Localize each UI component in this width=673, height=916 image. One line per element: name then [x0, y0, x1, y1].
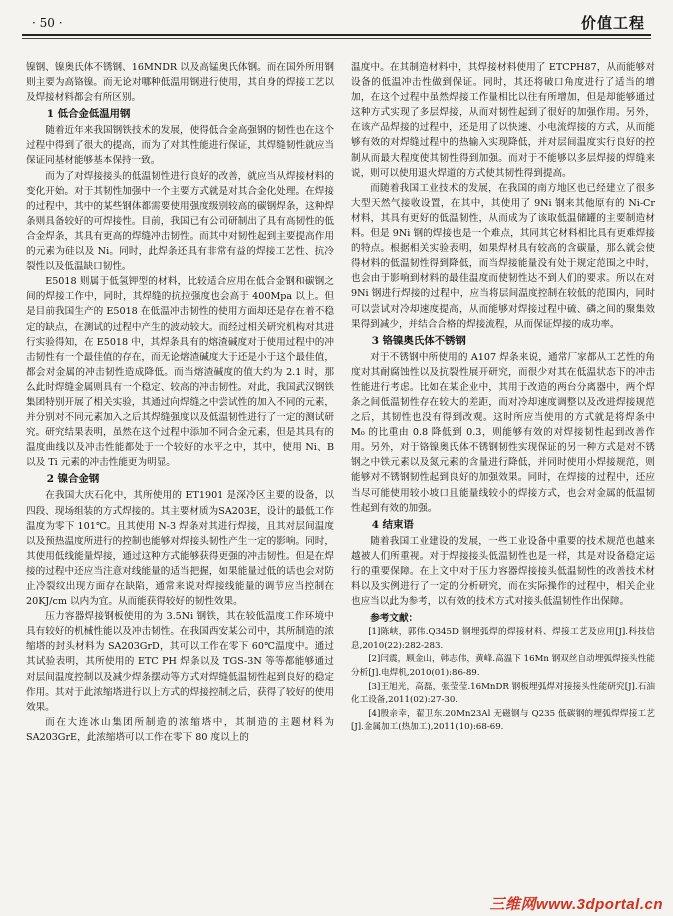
section-heading: 2 镍合金钢	[46, 473, 100, 486]
paragraph: 而在大连冰山集团所制造的浓缩塔中，其制造的主题材料为SA203GrE，此浓缩塔可以工作在零下 80 度以上的	[26, 716, 334, 743]
left-column	[26, 60, 334, 745]
paragraph: 而随着我国工业技术的发展，在我国的南方地区也已经建立了很多大型天然气接收设置，在其中，其使用了 9Ni 钢来其他原有的 Ni-Cr 材料，其具有更好的低温韧性，从而成为了该取低温储罐的主要制造材料。但是 9Ni 钢的焊接也是一个难点，其同其它材料相比具有更难焊接的特点。根据相关实验表明，如果焊材具有较高的含碳量，那么就会使得材料的低温韧性得到降低，而当焊接能量没有处于规定范围之中时，也会由于影响到材料的最佳温度而使韧性达不到人们的要求。所以在对 9Ni 钢进行焊接的过程中，应当将层间温度控制在较低的范围内，同时可以尝试对冷却速度提高，从而能够对焊接过程中硫、磷之间的聚集效果得到减少，并结合合格的焊接流程，从而保证焊接的成功率。	[351, 182, 655, 330]
reference-item: [4]殷亲幸，翟卫东.20Mn23Al 无磁钢与 Q235 低碳钢的埋弧焊焊接工艺[J].金属加工(热加工),2011(10):68-69.	[351, 708, 655, 733]
paragraph: 在我国大庆石化中，其所使用的 ET1901 是深冷区主要的设备，以四段、现场组装的方式焊接的。其主要材质为SA203E，设计的最低工作温度为零下 101℃。且其使用 N-3 焊条对其进行焊接，且其对层间温度以及预热温度所进行的控制也能够对焊接头韧性产生一定的影响。同时，其使用低线能量焊接，通过这种方式能够获得更强的冲击韧性。但是在焊接的过程中还应当注意对线能量的适当把握，如果能量过低的话也会对防止冷裂纹出现方面存在缺陷，通常来说对焊接线能量的调节应当控制在 20KJ/cm 以内为宜。从而能获得较好的韧性效果。	[26, 490, 334, 608]
references-title: 参考文献：	[370, 613, 419, 625]
paragraph: 对于不锈钢中所使用的 A107 焊条来说，通常厂家都从工艺性的角度对其耐腐蚀性以及抗裂性展开研究，而很少对其在低温状态下的冲击性能进行考虑。比如在某企业中，其用于改造的两台分离器中，两个焊条之间低温韧性存在较大的差距，而对冷却速度调整以及改进焊接规范之后，其韧性也没有得到改观。这时所应当使用的方式就是将焊条中 M₀ 的比重由 0.8 降低到 0.3，则能够有效的对焊接韧性起到改善作用。另外，对于铬镍奥氏体不锈钢韧性实现保证的另一种方式是对不锈钢之中铁元素以及氮元素的含量进行降低，并同时使用小焊接规范，则能够对不锈钢韧性起到良好的加强效果。同时，在焊接的过程中，还应当尽可能使用较小坡口且能量线较小的焊接方式，也会对金属的低温韧性起到有效的加强。	[351, 351, 655, 514]
header-rule	[22, 34, 651, 36]
reference-item: [3]王旭光，高磊，张莹莹.16MnDR 钢板埋弧焊对接接头性能研究[J].石油化工设备,2011(02):27-30.	[351, 681, 655, 706]
watermark: 三维网www.3dportal.cn	[489, 896, 663, 913]
paragraph: 压力容器焊接钢板使用的为 3.5Ni 钢铁，其在较低温度工作环境中具有较好的机械性能以及冲击韧性。在我国西安某公司中，其所制造的浓缩塔的封头材料为 SA203GrD，其可以工作在零下 60℃温度中。通过其试验表明，其所使用的 ETC PH 焊条以及 TGS-3N 等等都能够通过对层间温度控制以及减少焊条摆动等方式对焊缝低温韧性起到良好的稳定作用。其对于此浓缩塔进行以上方式的焊接控制之后，获得了较好的使用效果。	[26, 611, 334, 713]
references-list	[351, 626, 655, 735]
paragraph: 而为了对焊接接头的低温韧性进行良好的改善，就应当从焊接材料的变化开始。对于其韧性加强中一个主要方式就是对其合金化处理。在焊接的过程中，其中的某些钢体都需要使用强度级别较高的碳钢焊条，这种焊条则具备较好的可焊接性。目前，我国已有公司研制出了具有高韧性的低合金焊条，其具有更高的焊缝冲击韧性。而其中对韧性起到主要提高作用的元素为硅以及 Ni。同时，此焊条还具有非常有益的焊接工艺性、抗冷裂性以及低温缺口韧性。	[26, 170, 334, 273]
section-heading: 3 铬镍奥氏体不锈钢	[371, 334, 466, 347]
right-column	[351, 60, 655, 735]
journal-name: 价值工程	[580, 14, 645, 32]
header-rule-thin	[22, 38, 651, 39]
page-number: · 50 ·	[32, 16, 63, 30]
paragraph: E5018 则属于低氢钾型的材料，比较适合应用在低合金钢和碳钢之间的焊接工作中，同时，其焊缝的抗拉强度也会高于 400Mpa 以上。但是目前我国生产的 E5018 在低温冲击韧性的使用方面却还是存在着不稳定的缺点，在测试的过程中产生的波动较大。而经过相关研究机构对其进行实验得知，在 E5018 中，其焊条具有的熔渣碱度对于使用过程中的冲击韧性有一个最佳值的存在，而无论熔渣碱度大于还是小于这个最佳值，都会对金属的冲击韧性造成降低。而当熔渣碱度的值大约为 2.1 时，那么此时焊缝金属则具有一个稳定、较高的冲击韧性。对此，我国武汉钢铁集团特别开展了相关实验，其通过向焊缝之中尝试性的加入不同的元素，并分别对不同元素加入之后其焊缝强度以及低温韧性进行了一定的测试研究。研究结果表明，虽然在这个过程中添加不同合金元素，但是其具有的温度曲线以及冲击性能都处于一个较好的水平之中，其中，使用 Ni、B 以及 Ti 元素的冲击性能更为明显。	[26, 276, 334, 469]
paragraph: 随着我国工业建设的发展，一些工业设备中重要的技术规范也越来越被人们所重视。对于焊接接头低温韧性也是一样，其是对设备稳定运行的重要保障。在上文中对于压力容器焊接接头低温韧性的改善技术材料以及实例进行了一定的分析研究，而在实际操作的过程中，相关企业也应当以此为参考，以有效的技术方式对接头低温韧性作出保障。	[351, 535, 655, 608]
reference-item: [2]闫震，顾金山，韩志伟，黄峰.高温下 16Mn 钢双丝自动埋弧焊接头性能分析[J].电焊机,2010(01):86-89.	[351, 654, 655, 679]
paragraph: 温度中。在其制造材料中，其焊接材料使用了 ETCPH87，从而能够对设备的低温冲击性做到保证。同时，其还将破口角度进行了适当的增加，在这个过程中虽然焊接工作量相比以往有所增加，但是却能够通过这种方式实现了多层焊接，从而对韧性起到了很好的加强作用。另外，在该产品焊接的过程中，还是用了以快速、小电流焊接的方式，从而能够有效的对焊缝过程中的热输入实现降低，并对层间温度实行良好的控制从而最大程度使其韧性得到加强。而对于不能够以多层焊接的焊缝来说，则可以使用退火焊道的方式使其韧性得到提高。	[351, 62, 655, 179]
section-heading: 4 结束语	[371, 518, 414, 531]
right-column-body	[351, 60, 655, 609]
section-heading: 1 低合金低温用钢	[46, 108, 131, 121]
paragraph: 镍钢、镍奥氏体不锈钢、16MNDR 以及高锰奥氏体钢。而在国外所用钢则主要为高铬镍。而无论对哪种低温用钢进行使用，其自身的焊接工艺以及焊接材料都会有所区别。	[26, 62, 334, 104]
paragraph: 随着近年来我国钢铁技术的发展，使得低合金高强钢的韧性也在这个过程中得到了很大的提高，而为了对其性能进行保证，其焊缝韧性就应当保证同基材能够基本保持一致。	[26, 125, 334, 167]
page-header	[22, 12, 651, 34]
reference-item: [1]陈峡，郭伟.Q345D 钢埋弧焊的焊接材料、焊接工艺及应用[J].科技信息,2010(22):282-283.	[351, 627, 655, 651]
